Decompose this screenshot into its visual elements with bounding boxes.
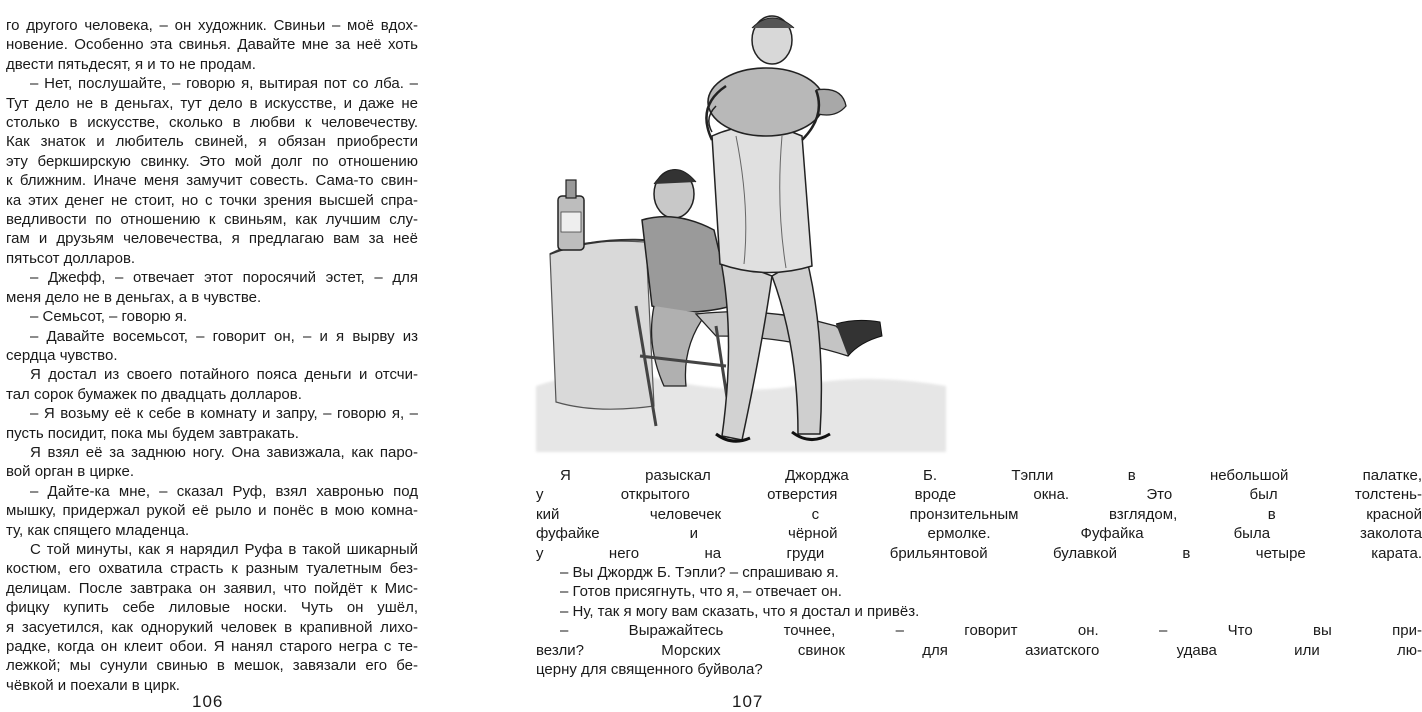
text-line: ведливости по отношению к свиньям, как лучшим слу- bbox=[6, 211, 418, 229]
text-line: – Ну, так я могу вам сказать, что я достал и привёз. bbox=[560, 602, 920, 620]
text-line: везли? Морских свинок для азиатского удава или лю- bbox=[536, 641, 1422, 659]
text-line: у него на груди брильянтовой булавкой в четыре карата. bbox=[536, 544, 1422, 562]
left-page-text bbox=[6, 16, 418, 695]
text-line: эту беркширскую свинку. Это мой долг по отношению bbox=[6, 152, 418, 170]
text-line: го другого человека, – он художник. Свиньи – моё вдох- bbox=[6, 17, 418, 34]
text-line: гам и друзьям человечества, я предлагаю вам за неё bbox=[6, 230, 418, 248]
text-line: – Вы Джордж Б. Тэпли? – спрашиваю я. bbox=[560, 564, 839, 582]
text-line: Я достал из своего потайного пояса деньги и отсчи- bbox=[30, 366, 418, 384]
text-line: – Семьсот, – говорю я. bbox=[30, 308, 188, 326]
text-line: тал сорок бумажек по двадцать долларов. bbox=[6, 385, 302, 403]
text-line: – Давайте восемьсот, – говорит он, – и я вырву из bbox=[30, 327, 418, 345]
text-line: Я взял её за заднюю ногу. Она завизжала, как паро- bbox=[30, 443, 418, 461]
text-line: – Я возьму её к себе в комнату и запру, – говорю я, – bbox=[30, 405, 418, 423]
text-line: – Дайте-ка мне, – сказал Руф, взял хавронью под bbox=[30, 482, 418, 500]
text-line: двести пятьдесят, я и то не продам. bbox=[6, 55, 256, 73]
left-page bbox=[0, 0, 476, 712]
text-line: Я разыскал Джорджа Б. Тэпли в небольшой палатке, bbox=[560, 467, 1422, 484]
right-page bbox=[476, 0, 1422, 712]
text-line: фицку купить себе лиловые носки. Чуть он ушёл, bbox=[6, 599, 418, 617]
text-line: церну для священного буйвола? bbox=[536, 661, 763, 679]
text-line: мышку, придержал рукой её рыло и понёс в мою комна- bbox=[6, 502, 418, 520]
text-line: – Джефф, – отвечает этот поросячий эстет, – для bbox=[30, 269, 418, 287]
text-line: вой орган в цирке. bbox=[6, 463, 134, 481]
right-page-text bbox=[536, 466, 1422, 679]
text-line: Как знаток и любитель свиней, я обязан приобрести bbox=[6, 133, 418, 151]
right-page-number: 107 bbox=[732, 692, 764, 711]
text-line: у открытого отверстия вроде окна. Это был толстень- bbox=[536, 486, 1422, 504]
text-line: фуфайке и чёрной ермолке. Фуфайка была заколота bbox=[536, 525, 1422, 543]
text-line: костюм, его охватила страсть к разным туалетным без- bbox=[6, 560, 418, 578]
text-line: меня дело не в деньгах, а в чувстве. bbox=[6, 288, 262, 306]
pig-illustration bbox=[536, 6, 946, 452]
text-line: радке, когда он клеит обои. Я нанял старого негра с те- bbox=[6, 638, 418, 655]
text-line: – Нет, послушайте, – говорю я, вытирая пот со лба. – bbox=[30, 75, 418, 93]
text-line: – Выражайтесь точнее, – говорит он. – Что вы при- bbox=[560, 622, 1422, 640]
text-line: новение. Особенно эта свинья. Давайте мне за неё хоть bbox=[6, 36, 418, 54]
text-line: сердца чувство. bbox=[6, 346, 118, 364]
text-line: кий человечек с пронзительным взглядом, в красной bbox=[536, 505, 1422, 523]
text-line: делицам. После завтрака он заявил, что пойдёт к Мис- bbox=[6, 579, 418, 597]
text-line: ту, как спящего младенца. bbox=[6, 521, 190, 539]
text-line: ка этих денег не стоит, но с точки зрения высшей спра- bbox=[6, 191, 418, 209]
text-line: к ближним. Иначе меня замучит совесть. Сама-то свин- bbox=[6, 172, 418, 190]
text-line: пусть посидит, пока мы будем завтракать. bbox=[6, 424, 299, 442]
text-line: чёвкой и поехали в цирк. bbox=[6, 676, 180, 694]
text-line: Тут дело не в деньгах, тут дело в искусстве, и даже не bbox=[6, 94, 418, 112]
text-line: я засуетился, как однорукий человек в крапивной лихо- bbox=[6, 618, 418, 636]
text-line: пятьсот долларов. bbox=[6, 249, 136, 267]
left-page-number: 106 bbox=[192, 692, 224, 711]
text-line: С той минуты, как я нарядил Руфа в такой шикарный bbox=[30, 540, 418, 558]
text-line: – Готов присягнуть, что я, – отвечает он. bbox=[560, 583, 842, 601]
text-line: столько в искусстве, сколько в любви к человечеству. bbox=[6, 114, 418, 132]
text-line: лежкой; мы сунули свинью в мешок, завязали его бе- bbox=[6, 657, 418, 675]
